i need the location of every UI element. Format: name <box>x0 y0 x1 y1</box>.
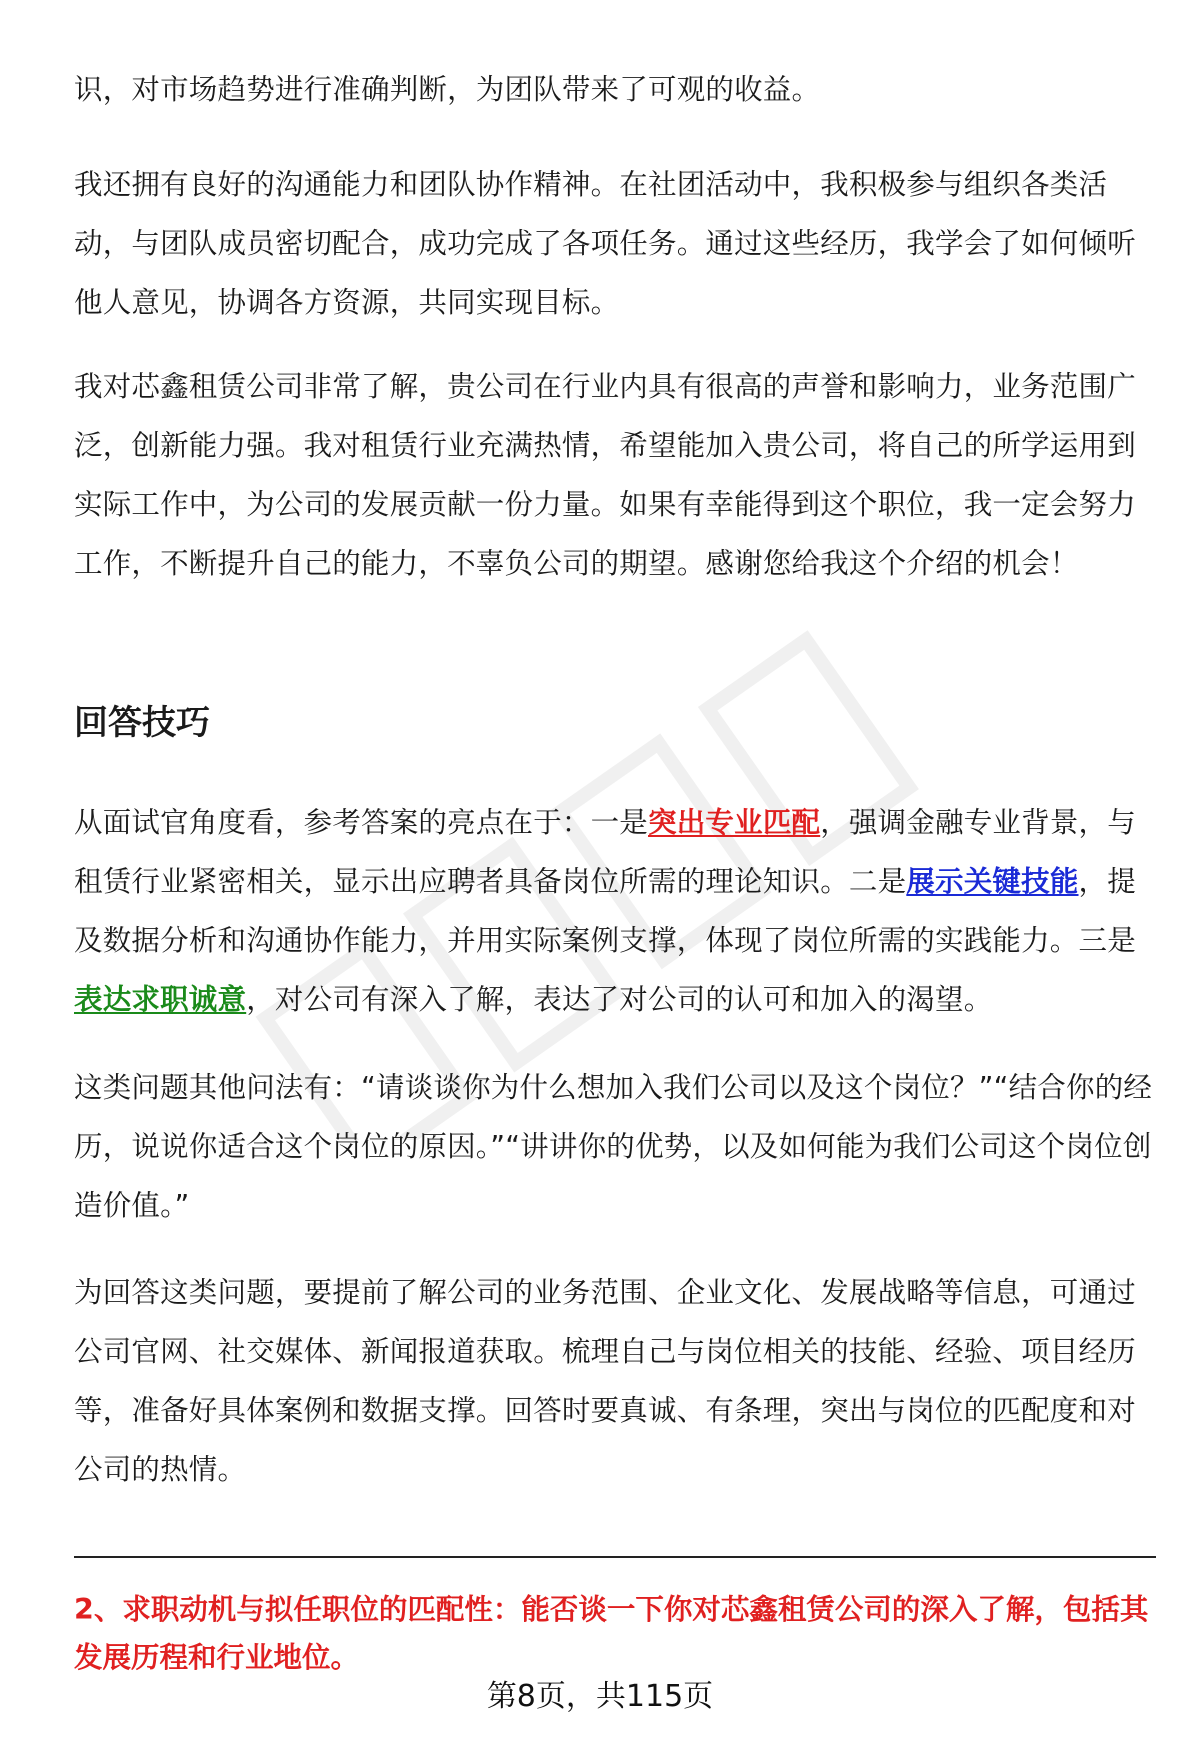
highlight-job-sincerity: 表达求职诚意 <box>74 983 247 1016</box>
paragraph-1: 识，对市场趋势进行准确判断，为团队带来了可观的收益。 <box>74 73 821 106</box>
section-divider <box>74 1556 1156 1558</box>
section-heading: 回答技巧 <box>74 703 210 743</box>
paragraph-3: 我对芯鑫租赁公司非常了解，贵公司在行业内具有很高的声誉和影响力，业务范围广泛，创新能力强。我对租赁行业充满热情，希望能加入贵公司，将自己的所学运用到实际工作中，为公司的发展贡献一份力量。如果有幸能得到这个职位，我一定会努力工作，不断提升自己的能力，不辜负公司的期望。感谢您给我这个介绍的机会！ <box>74 370 1136 580</box>
tips-text-2: ，强调金融专业背景，与租赁行业紧密相关，显示出应聘者具备岗位所需的理论知识。二是 <box>74 806 1136 898</box>
tips-text-1: 从面试官角度看，参考答案的亮点在于：一是 <box>74 806 649 839</box>
paragraph-advice: 为回答这类问题，要提前了解公司的业务范围、企业文化、发展战略等信息，可通过公司官网、社交媒体、新闻报道获取。梳理自己与岗位相关的技能、经验、项目经历等，准备好具体案例和数据支撑。回答时要真诚、有条理，突出与岗位的匹配度和对公司的热情。 <box>74 1276 1136 1486</box>
paragraph-2: 我还拥有良好的沟通能力和团队协作精神。在社团活动中，我积极参与组织各类活动，与团队成员密切配合，成功完成了各项任务。通过这些经历，我学会了如何倾听他人意见，协调各方资源，共同实现目标。 <box>74 168 1136 319</box>
highlight-key-skills: 展示关键技能 <box>906 865 1079 898</box>
tips-text-4: ，对公司有深入了解，表达了对公司的认可和加入的渴望。 <box>246 983 993 1016</box>
tips-text-3: ，提及数据分析和沟通协作能力，并用实际案例支撑，体现了岗位所需的实践能力。三是 <box>74 865 1136 957</box>
next-question: 2、求职动机与拟任职位的匹配性：能否谈一下你对芯鑫租赁公司的深入了解，包括其发展历程和行业地位。 <box>74 1593 1149 1674</box>
highlight-professional-match: 突出专业匹配 <box>648 806 821 839</box>
page-number: 第8页，共115页 <box>486 1679 714 1714</box>
tips-paragraph <box>74 793 1154 1029</box>
paragraph-alternatives: 这类问题其他问法有：“请谈谈你为什么想加入我们公司以及这个岗位？”“结合你的经历，说说你适合这个岗位的原因。”“讲讲你的优势，以及如何能为我们公司这个岗位创造价值。” <box>74 1071 1153 1222</box>
